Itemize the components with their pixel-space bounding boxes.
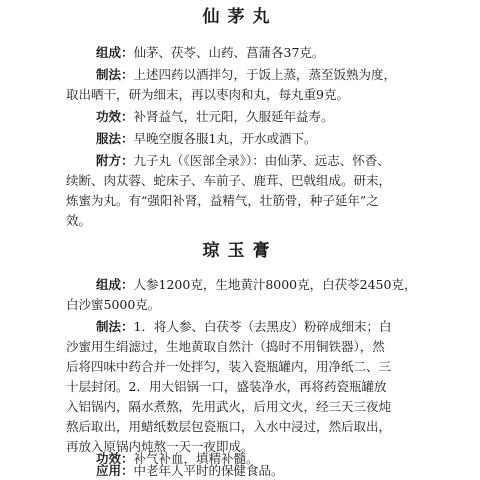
field-text: 效。 xyxy=(66,213,92,228)
field-label: 功效： xyxy=(96,451,134,466)
recipe-title: 琼玉膏 xyxy=(202,241,278,261)
field-label: 附方： xyxy=(96,153,134,168)
recipe-title: 仙茅丸 xyxy=(202,7,278,27)
field-label: 组成： xyxy=(96,277,134,292)
field-text: 白沙蜜5000克。 xyxy=(66,297,161,312)
field-text: 后将四味中药合并一处拌匀，装入瓷瓶罐内，用净纸二、三 xyxy=(66,359,392,374)
field-text: 入铝锅内，隔水煮熬，先用武火，后用文火，经三天三夜炖 xyxy=(66,399,392,414)
recipe-line xyxy=(66,418,480,436)
field-label: 应用： xyxy=(96,463,134,478)
recipe-line xyxy=(66,358,480,376)
field-text: 中老年人平时的保健食品。 xyxy=(133,463,284,478)
field-text: 取出晒干，研为细末，再以枣肉和丸，每丸重9克。 xyxy=(66,87,349,102)
field-label: 功效： xyxy=(96,109,134,124)
recipe-line xyxy=(96,464,480,478)
field-text: 补气补血，填精补髓。 xyxy=(133,451,259,466)
recipe-line xyxy=(96,66,480,84)
field-text: 再放入原锅内炖熬一天一夜即成。 xyxy=(66,439,254,454)
recipe-line xyxy=(66,172,480,190)
field-text: 九子丸（《医部全录》）：由仙茅、远志、怀香、 xyxy=(133,153,390,168)
recipe-line xyxy=(96,130,480,148)
field-text: 熬后取出，用蜡纸数层包瓷瓶口，入水中浸过，然后取出， xyxy=(66,419,392,434)
recipe-line xyxy=(66,398,480,416)
field-text: 上述四药以酒拌匀，于饭上蒸，蒸至饭熟为度， xyxy=(133,67,397,82)
field-label: 制法： xyxy=(96,319,134,334)
recipe-line xyxy=(96,44,480,62)
field-text: 续断、肉苁蓉、蛇床子、车前子、鹿茸、巴戟组成。研末， xyxy=(66,173,392,188)
recipe-line xyxy=(66,212,480,230)
field-text: 人参1200克，生地黄汁8000克，白茯苓2450克， xyxy=(133,277,417,292)
recipe-line xyxy=(96,276,480,294)
recipe-line xyxy=(66,86,480,104)
field-text: 仙茅、茯苓、山药、菖蒲各37克。 xyxy=(133,45,325,60)
recipe-line xyxy=(66,378,480,396)
field-text: 补肾益气，壮元阳，久服延年益寿。 xyxy=(133,109,334,124)
recipe-line xyxy=(66,338,480,356)
recipe-line xyxy=(66,296,480,314)
field-text: 炼蜜为丸。有“强阳补肾，益精气，壮筋骨，种子延年”之 xyxy=(66,193,379,208)
field-label: 组成： xyxy=(96,45,134,60)
recipe-line xyxy=(96,108,480,126)
field-text: 十层封闭。2．用大铝锅一口，盛装净水，再将药瓷瓶罐放 xyxy=(66,379,387,394)
field-label: 服法： xyxy=(96,131,134,146)
field-text: 沙蜜用生绢滤过，生地黄取自然汁（捣时不用铜铁器），然 xyxy=(66,339,385,354)
recipe-line xyxy=(96,318,480,336)
recipe-line xyxy=(66,192,480,210)
field-text: 早晚空腹各服1丸，开水或酒下。 xyxy=(133,131,317,146)
recipe-line xyxy=(96,152,480,170)
field-label: 制法： xyxy=(96,67,134,82)
field-text: 1．将人参、白茯苓（去黑皮）粉碎成细末；白 xyxy=(133,319,392,334)
